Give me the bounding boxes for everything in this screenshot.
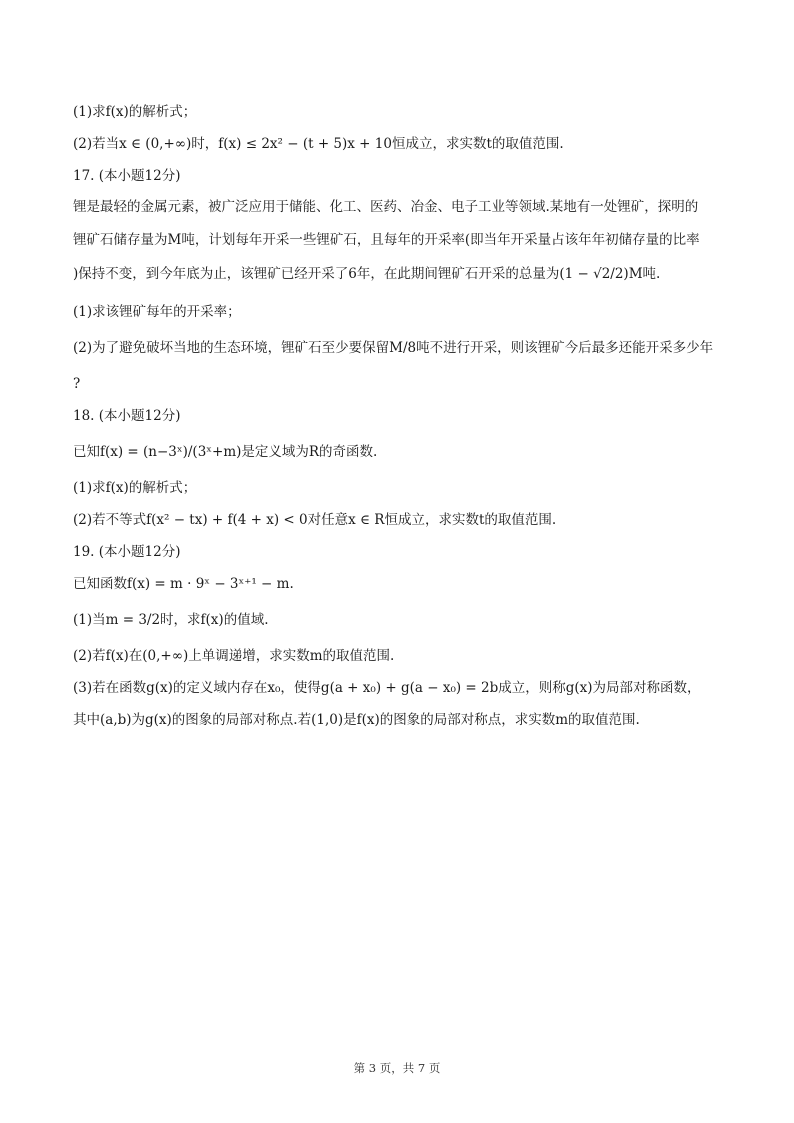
q16-part1: (1)求f(x)的解析式； [73,104,197,120]
q19-part3: (3)若在函数g(x)的定义域内存在x₀，使得g(a + x₀) + g(a − x₀) = 2b成立，则称g(x)为局部对称函数， [73,680,701,696]
q17-part2: (2)为了避免破坏当地的生态环境，锂矿石至少要保留M/8吨不进行开采，则该锂矿今后最多还能开采多少年 [73,340,714,356]
q17-line2: 锂矿石储存量为M吨，计划每年开采一些锂矿石，且每年的开采率(即当年开采量占该年年初储存量的比率 [73,232,700,248]
q19-line1: 已知函数f(x) = m · 9ˣ − 3ˣ⁺¹ − m. [73,576,294,592]
q17-heading: 17. (本小题12分) [73,168,181,184]
q17-part2-tail: ? [73,376,81,392]
q16-part2: (2)若当x ∈ (0,+∞)时，f(x) ≤ 2x² − (t + 5)x + 10恒成立，求实数t的取值范围. [73,136,564,152]
q18-part1: (1)求f(x)的解析式； [73,480,197,496]
q17-part1: (1)求该锂矿每年的开采率； [73,304,241,320]
q19-part3b: 其中(a,b)为g(x)的图象的局部对称点.若(1,0)是f(x)的图象的局部对称点，求实数m的取值范围. [73,712,640,728]
q17-line1: 锂是最轻的金属元素，被广泛应用于储能、化工、医药、冶金、电子工业等领域.某地有一处锂矿，探明的 [73,199,699,215]
q18-heading: 18. (本小题12分) [73,408,181,424]
q18-line1: 已知f(x) = (n−3ˣ)/(3ˣ+m)是定义域为R的奇函数. [73,444,378,460]
page-footer: 第 3 页，共 7 页 [353,1061,441,1075]
q19-part1: (1)当m = 3/2时，求f(x)的值域. [73,612,269,628]
q17-line3: )保持不变，到今年底为止，该锂矿已经开采了6年，在此期间锂矿石开采的总量为(1 − √2/2)M吨. [73,266,661,282]
q18-part2: (2)若不等式f(x² − tx) + f(4 + x) < 0对任意x ∈ R恒成立，求实数t的取值范围. [73,512,557,528]
q19-part2: (2)若f(x)在(0,+∞)上单调递增，求实数m的取值范围. [73,648,395,664]
q19-heading: 19. (本小题12分) [73,544,181,560]
